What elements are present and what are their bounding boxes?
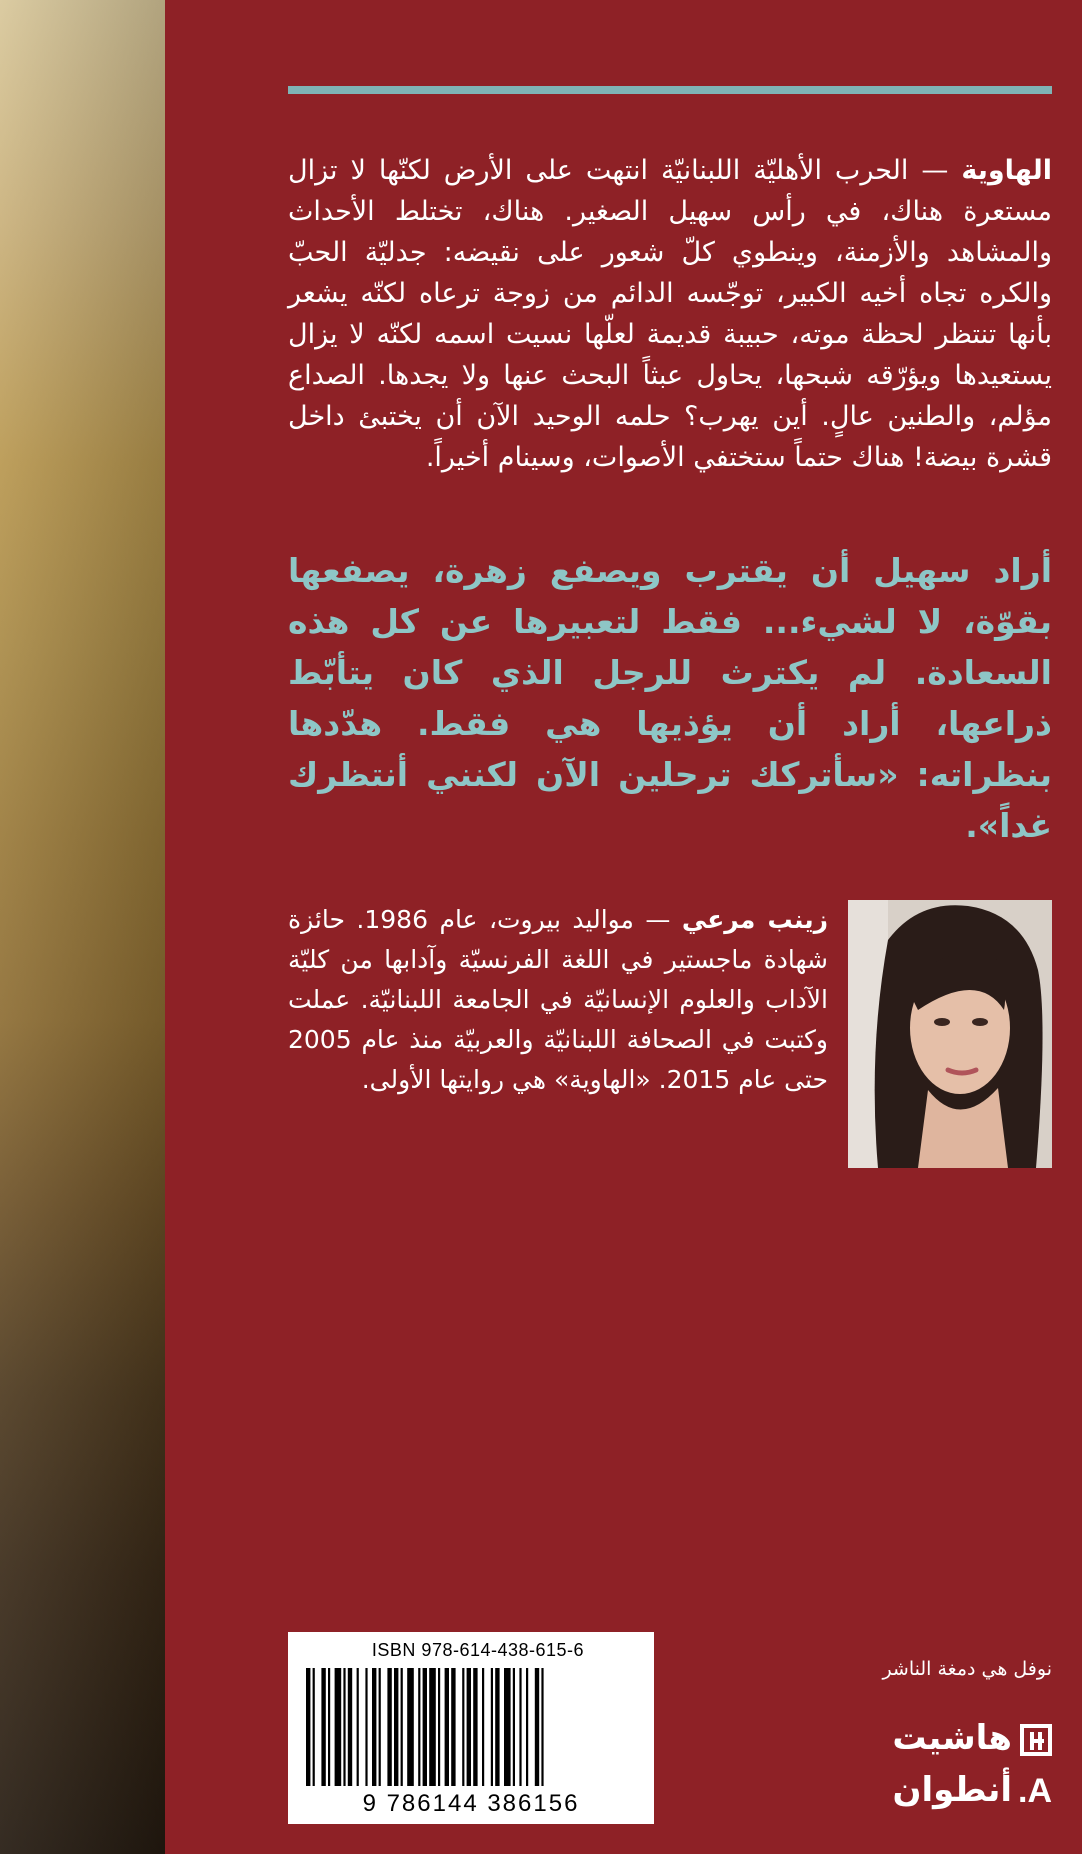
cover-photo-strip	[0, 0, 165, 1854]
publisher-name-line2: أنطوان	[892, 1770, 1012, 1810]
isbn-barcode	[288, 1632, 654, 1824]
synopsis-text: — الحرب الأهليّة اللبنانيّة انتهت على الأرض لكنّها لا تزال مستعرة هناك، في رأس سهيل الصغير. هناك، تختلط الأحداث والمشاهد والأزمنة، وينطوي كلّ شعور على نقيضه: جدليّة الحبّ والكره تجاه أخيه الكبير، توجّسه الدائم من زوجة ترعاه لكنّه يشعر بأنها تنتظر لحظة موته، حبيبة قديمة لعلّها نسيت اسمه لكنّه لا يزال يستعيدها ويؤرّقه شبحها، يحاول عبثاً البحث عنها ولا يجدها. الصداع مؤلم، والطنين عالٍ. أين يهرب؟ حلمه الوحيد الآن أن يختبئ داخل قشرة بيضة! هناك حتماً ستختفي الأصوات، وسينام أخيراً.	[288, 155, 1052, 473]
author-bio-text: — مواليد بيروت، عام 1986. حائزة شهادة ماجستير في اللغة الفرنسيّة وآدابها من كليّة الآداب والعلوم الإنسانيّة في الجامعة اللبنانيّة. عملت وكتبت في الصحافة اللبنانيّة والعربيّة منذ عام 2005 حتى عام 2015. «الهاوية» هي روايتها الأولى.	[288, 905, 828, 1094]
publisher-name-antoine	[720, 1770, 1052, 1811]
excerpt-quote: أراد سهيل أن يقترب ويصفع زهرة، يصفعها بقوّة، لا لشيء... فقط لتعبيرها عن كل هذه السعادة. لم يكترث للرجل الذي كان يتأبّط ذراعها، أراد أن يؤذيها هي فقط. هدّدها بنظراته: «سأتركك ترحلين الآن لكنني أنتظرك غداً».	[288, 551, 1052, 845]
author-name: زينب مرعي	[681, 905, 828, 934]
synopsis-title: الهاوية	[961, 155, 1052, 186]
barcode-bars	[302, 1668, 640, 1788]
imprint-note: نوفل هي دمغة الناشر	[882, 1658, 1052, 1680]
synopsis-paragraph	[288, 150, 1052, 478]
top-accent-rule	[288, 86, 1052, 94]
antoine-logo-icon: A.	[1017, 1772, 1052, 1810]
author-photo	[848, 900, 1052, 1168]
hachette-logo-icon	[1020, 1724, 1052, 1756]
publisher-name-hachette	[720, 1718, 1052, 1758]
isbn-label: ISBN 978-614-438-615-6	[371, 1640, 585, 1660]
publisher-name-line1: هاشيت	[892, 1718, 1012, 1758]
isbn-digits: 9 786144 386156	[362, 1790, 580, 1817]
author-bio	[288, 900, 828, 1100]
